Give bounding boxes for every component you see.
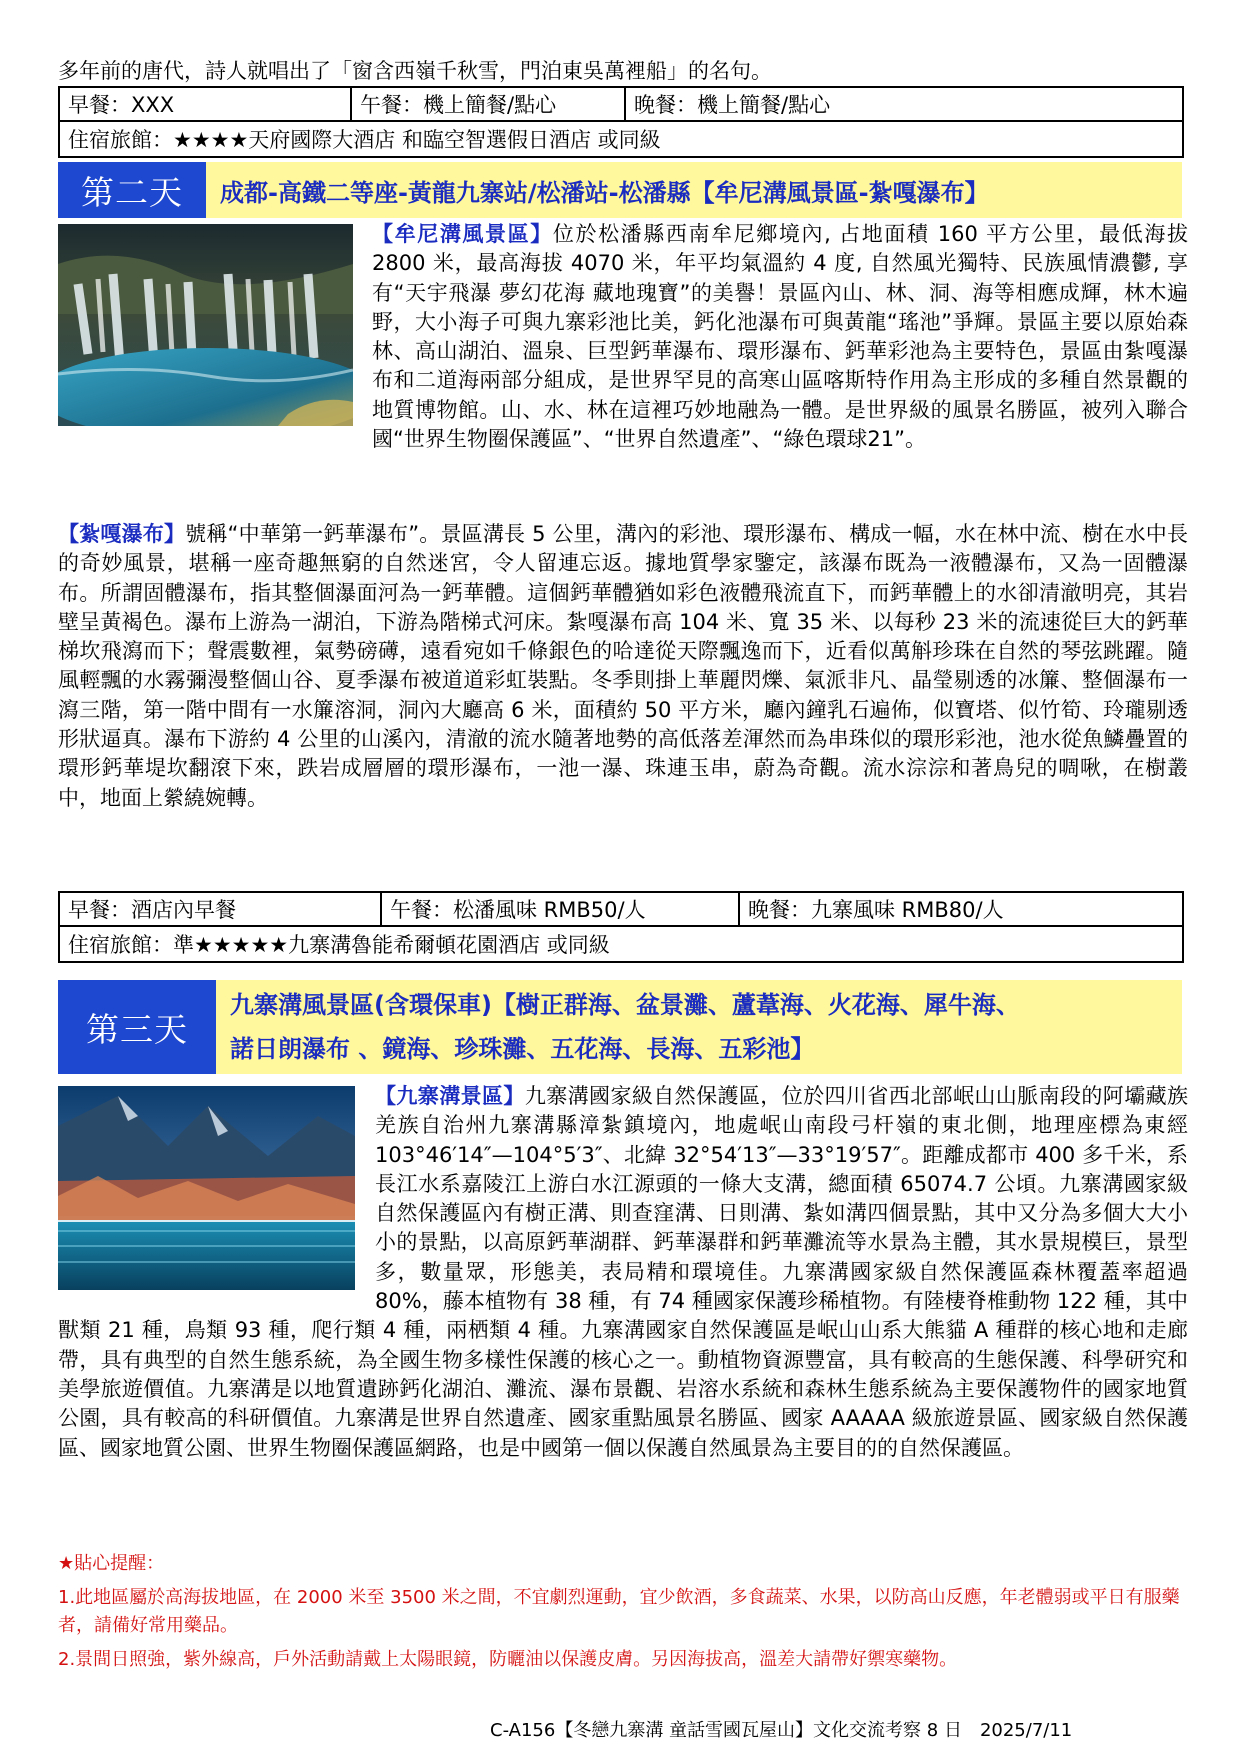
jiuzhaigou-text: 九寨溝國家級自然保護區，位於四川省西北部岷山山脈南段的阿壩藏族羌族自治州九寨溝縣漳紮鎮境內，地處岷山南段弓杆嶺的東北側，地理座標為東經 103°46′14″—104°5′3″、北緯 32°54′13″—33°19′57″。距離成都市 400 多千米，系長江水系嘉陵江上游白水江源頭的一條大支溝，總面積 65074.7 公頃。九寨溝國家級自然保護區內有樹正溝、則查窪溝、日則溝、紮如溝四個景點，其中又分為多個大大小小的景點，以高原鈣華湖群、鈣華瀑群和鈣華灘流等水景為主體，其水景規模巨，景型多，數量眾，形態美，表局精和環境佳。九寨溝國家級自然保護區森林覆蓋率超過 80%，藤本植物有 38 種，有 74 種國家保護珍稀植物。有陸棲脊椎動物 122 種，其中獸類 21 種，鳥類 93 種，爬行類 4 種，兩栖類 4 種。九寨溝國家自然保護區是岷山山系大熊貓 A 種群的核心地和走廊帶，具有典型的自然生態系統，為全國生物多樣性保護的核心之一。動植物資源豐富，具有較高的生態保護、科學研究和美學旅遊價值。九寨溝是以地質遺跡鈣化湖泊、灘流、瀑布景觀、岩溶水系統和森林生態系統為主要保護物件的國家地質公園，具有較高的科研價值。九寨溝是世界自然遺產、國家重點風景名勝區、國家 AAAAA 級旅遊景區、國家級自然保護區、國家地質公園、世界生物圈保護區網路，也是中國第一個以保護自然風景為主要目的的自然保護區。 xyxy=(58,1084,1189,1460)
tips-item-2: 2.景間日照強，紫外線高，戶外活動請戴上太陽眼鏡，防曬油以保護皮膚。另因海拔高，溫差大請帶好禦寒藥物。 xyxy=(58,1649,958,1670)
day3-badge: 第三天 xyxy=(58,980,216,1074)
jiuzhaigou-paragraph xyxy=(58,1082,1188,1463)
photo-spacer xyxy=(58,220,372,430)
lunch-cell: 午餐：松潘風味 RMB50/人 xyxy=(382,893,740,925)
muni-valley-paragraph xyxy=(58,220,1188,454)
day2-meal-table xyxy=(58,891,1184,963)
hotel-row xyxy=(60,927,1182,961)
breakfast-cell: 早餐：XXX xyxy=(60,88,352,120)
dinner-cell: 晚餐：機上簡餐/點心 xyxy=(634,93,831,117)
meal-row xyxy=(60,88,1182,122)
day1-meal-table xyxy=(58,86,1184,158)
dinner-cell: 晚餐：九寨風味 RMB80/人 xyxy=(748,898,1004,922)
hotel-cell: 住宿旅館：★★★★天府國際大酒店 和臨空智選假日酒店 或同級 xyxy=(68,128,661,152)
tips-item-1: 1.此地區屬於高海拔地區，在 2000 米至 3500 米之間，不宜劇烈運動，宜少飲酒，多食蔬菜、水果，以防高山反應，年老體弱或平日有服藥者，請備好常用藥品。 xyxy=(58,1587,1180,1636)
hotel-cell: 住宿旅館：準★★★★★九寨溝魯能希爾頓花園酒店 或同級 xyxy=(68,933,610,957)
breakfast-cell: 早餐：酒店內早餐 xyxy=(60,893,382,925)
day3-title xyxy=(216,980,1182,1074)
zhaga-waterfall-paragraph xyxy=(58,520,1188,813)
travel-tips xyxy=(58,1550,1188,1674)
day3-header xyxy=(58,980,1182,1074)
muni-valley-text: 位於松潘縣西南牟尼鄉境內, 占地面積 160 平方公里，最低海拔 2800 米，最高海拔 4070 米，年平均氣溫約 4 度, 自然風光獨特、民族風情濃鬱, 享有“天宇飛瀑 夢幻花海 藏地瑰寶”的美譽！景區內山、林、洞、海等相應成輝，林木遍野，大小海子可與九寨彩池比美，鈣化池瀑布可與黃龍“瑤池”爭輝。景區主要以原始森林、高山湖泊、溫泉、巨型鈣華瀑布、環形瀑布、鈣華彩池為主要特色，景區由紮嘎瀑布和二道海兩部分組成，是世界罕見的高寒山區喀斯特作用為主形成的多種自然景觀的地質博物館。山、水、林在這裡巧妙地融為一體。是世界級的風景名勝區，被列入聯合國“世界生物圈保護區”、“世界自然遺產”、“綠色環球21”。 xyxy=(372,222,1188,452)
day3-title-line1: 九寨溝風景區(含環保車)【樹正群海、盆景灘、蘆葦海、火花海、犀牛海、 xyxy=(230,991,1020,1019)
intro-line: 多年前的唐代，詩人就唱出了「窗含西嶺千秋雪，門泊東吳萬裡船」的名句。 xyxy=(58,59,772,83)
day2-title-text: 成都-高鐵二等座-黃龍九寨站/松潘站-松潘縣【牟尼溝風景區-紮嘎瀑布】 xyxy=(220,178,989,207)
day2-badge: 第二天 xyxy=(58,162,206,218)
page-footer: C-A156【冬戀九寨溝 童話雪國瓦屋山】文化交流考察 8 日 2025/7/11 xyxy=(490,1720,1073,1741)
zhaga-waterfall-text: 號稱“中華第一鈣華瀑布”。景區溝長 5 公里，溝內的彩池、環形瀑布、構成一幅，水在林中流、樹在水中長的奇妙風景，堪稱一座奇趣無窮的自然迷宮，令人留連忘返。據地質學家鑒定，該瀑布既為一液體瀑布，又為一固體瀑布。所謂固體瀑布，指其整個瀑面河為一鈣華體。這個鈣華體猶如彩色液體飛流直下，而鈣華體上的水卻清澈明亮，其岩壁呈黃褐色。瀑布上游為一湖泊，下游為階梯式河床。紮嘎瀑布高 104 米、寬 35 米、以每秒 23 米的流速從巨大的鈣華梯坎飛瀉而下；聲震數裡，氣勢磅礡，遠看宛如千條銀色的哈達從天際飄逸而下，近看似萬斛珍珠在自然的琴弦跳躍。隨風輕飄的水霧彌漫整個山谷、夏季瀑布被道道彩虹裝點。冬季則掛上華麗閃爍、氣派非凡、晶瑩剔透的冰簾、整個瀑布一瀉三階，第一階中間有一水簾溶洞，洞內大廳高 6 米，面積約 50 平方米，廳內鐘乳石遍佈，似寶塔、似竹筍、玲瓏剔透形狀逼真。瀑布下游約 4 公里的山溪內，清澈的流水隨著地勢的高低落差渾然而為串珠似的環形彩池，池水從魚鱗疊置的環形鈣華堤坎翻滾下來，跌岩成層層的環形瀑布，一池一瀑、珠連玉串，蔚為奇觀。流水淙淙和著鳥兒的啁啾，在樹叢中，地面上縈繞婉轉。 xyxy=(58,522,1188,810)
jiuzhaigou-label: 【九寨溝景區】 xyxy=(375,1084,525,1108)
muni-valley-label: 【牟尼溝風景區】 xyxy=(372,222,553,246)
day2-title xyxy=(206,162,1182,218)
lunch-cell: 午餐：機上簡餐/點心 xyxy=(352,88,626,120)
hotel-row xyxy=(60,122,1182,156)
day2-header xyxy=(58,162,1182,218)
meal-row xyxy=(60,893,1182,927)
photo-spacer xyxy=(58,1082,375,1294)
zhaga-waterfall-label: 【紮嘎瀑布】 xyxy=(58,522,186,546)
tips-heading: ★貼心提醒： xyxy=(58,1553,165,1574)
day3-title-line2: 諾日朗瀑布 、鏡海、珍珠灘、五花海、長海、五彩池】 xyxy=(230,1035,815,1063)
